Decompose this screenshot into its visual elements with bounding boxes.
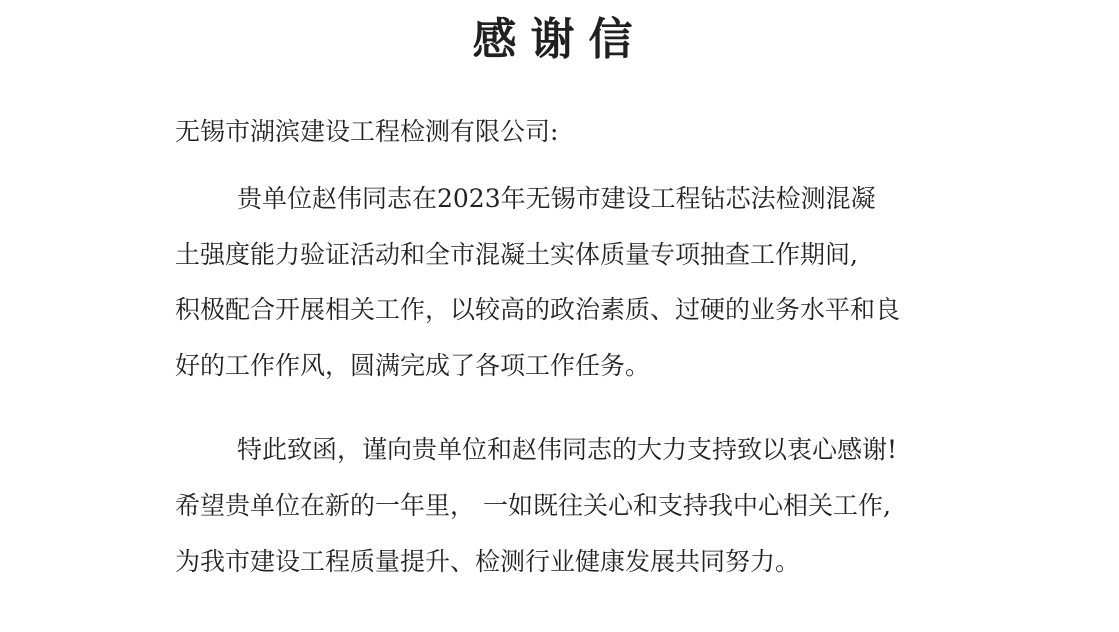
paragraph1-line4: 好的工作作风，圆满完成了各项工作任务。	[175, 351, 651, 380]
paragraph1-line2: 土强度能力验证活动和全市混凝土实体质量专项抽查工作期间,	[175, 240, 858, 269]
letter-title: 感谢信	[472, 14, 647, 65]
paragraph2-line1: 特此致函，谨向贵单位和赵伟同志的大力支持致以衷心感谢!	[237, 435, 898, 464]
paragraph1-line3: 积极配合开展相关工作，以较高的政治素质、过硬的业务水平和良	[175, 295, 901, 324]
salutation: 无锡市湖滨建设工程检测有限公司:	[175, 117, 559, 146]
paragraph1-line1: 贵单位赵伟同志在2023年无锡市建设工程钻芯法检测混凝	[237, 184, 876, 213]
paragraph2-line2: 希望贵单位在新的一年里， 一如既往关心和支持我中心相关工作,	[175, 491, 891, 520]
paragraph2-line3: 为我市建设工程质量提升、检测行业健康发展共同努力。	[175, 547, 801, 576]
